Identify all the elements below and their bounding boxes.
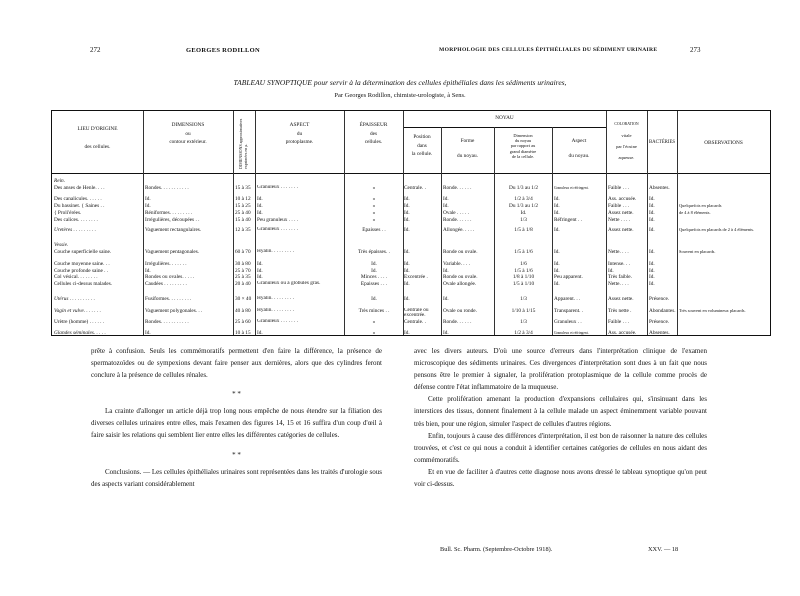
cell-naspect: Granuleux . . [554, 319, 582, 325]
cell-aspect: Id. [257, 330, 263, 337]
cell-naspect: Id. [554, 203, 560, 210]
cell-origin: Couche moyenne saine. . . [54, 260, 110, 267]
paragraph: Et en vue de faciliter à d'autres cette diagnose nous avons dressé le tableau synoptique qu'on peut voir ci-dessus. [414, 467, 707, 489]
cell-micro: 15 à 40 [235, 217, 251, 223]
cell-color: Id. [608, 267, 614, 274]
table-row [52, 274, 770, 281]
cell-micro: 10 à 15 [235, 330, 251, 337]
cell-dim: Rondes ou ovales. . . . . [145, 274, 195, 281]
cell-origin: Couche superficielle saine. [54, 249, 112, 256]
header-ndim-line5: de la cellule. [511, 153, 535, 159]
header-dimensions-line1: DIMENSIONS [171, 122, 205, 128]
cell-epais: » [372, 319, 376, 325]
cell-origin: Cellules ci-dessus malades. [54, 281, 113, 288]
cell-pos: Id. [404, 217, 410, 223]
table-row [52, 196, 770, 203]
table-row [52, 281, 770, 288]
cell-ratio: 1/5 à 1/10 [512, 281, 535, 288]
cell-naspect: Réfringent . . [554, 217, 582, 223]
cell-bact: Id. [649, 281, 655, 288]
cell-forme: Ronde. . . . . . [443, 319, 472, 325]
cell-ratio: 1/10 à 1/15 [511, 307, 536, 314]
header-thickness [344, 121, 403, 147]
cell-epais: Id. [371, 267, 377, 274]
cell-naspect: Id. [554, 210, 560, 217]
paragraph: avec les divers auteurs. D'où une source d'erreurs dans l'interprétation clinique de l'examen microscopique des sédiments urinaires. Ces divergences d'interprétation sont dues à un fait que nous pensons être le premier à signaler, la prolifération protoplasmique de la cellule comme procès de défense contre l'état inflammatoire de la muqueuse. [414, 347, 707, 392]
cell-aspect: Granuleux ou à globules gras. [257, 281, 321, 287]
cell-naspect: Id. [554, 281, 560, 288]
cell-aspect: Granuleux . . . . . . . [257, 319, 298, 324]
group-label: Vessie. [54, 242, 69, 249]
cell-bact: Id. [649, 196, 655, 203]
cell-epais: » [372, 330, 376, 337]
cell-naspect: Id. [554, 227, 560, 234]
header-bacteries: BACTÉRIES [648, 140, 676, 145]
cell-aspect: Id. [257, 203, 263, 210]
article-header: MORPHOLOGIE DES CELLULES ÉPITHÉLIALES DU SÉDIMENT URINAIRE [439, 47, 658, 53]
cell-forme: Ronde ou ovale. [443, 274, 478, 281]
cell-aspect: Granuleux . . . . . . . [257, 227, 298, 233]
cell-bact: Id. [649, 217, 655, 223]
cell-pos: Centrale. . [404, 319, 426, 325]
cell-color: Faible . . . [608, 319, 630, 325]
cell-origin: Du bassinet. { Saines . . [54, 203, 105, 210]
cell-bact: Abondantes. [649, 307, 676, 314]
cell-pos: Id. [404, 196, 410, 203]
cell-color: Assez nette. [608, 210, 634, 217]
table-row [52, 296, 770, 303]
cell-micro: 25 à 60 [235, 319, 251, 325]
page-number-right: 273 [690, 46, 701, 54]
header-thickness-line1: ÉPAISSEUR [359, 122, 388, 128]
cell-color: Faible . . . [608, 184, 630, 191]
cell-forme: Id. [443, 267, 449, 274]
table-byline: Par Georges Rodillon, chimiste-urologiste, à Sens. [334, 92, 466, 99]
cell-dim: Vaguement pentagonales. [145, 249, 200, 256]
cell-origin: Des anses de Henle. . . . [54, 184, 105, 191]
cell-micro: 25 à 70 [235, 267, 251, 274]
cell-dim: Vaguement rectangulaires. [145, 227, 202, 234]
header-position-line2: dans [417, 142, 427, 149]
cell-color: Assez nette. [608, 227, 634, 234]
cell-dim: Irrégulières. . . . . . . [145, 260, 187, 267]
cell-naspect: Id. [554, 260, 560, 267]
header-coloration-line1: COLORATION [614, 122, 639, 126]
cell-forme: Id. [443, 196, 449, 203]
header-ndim-line3: par rapport au [510, 143, 536, 149]
header-noyau-position [403, 133, 441, 159]
header-position-line1: Position [413, 134, 431, 140]
cell-naspect: Granuleux et réfringent. [554, 185, 589, 190]
header-dim-micro: DIMENSIONS approximatives exprimées en μ. [238, 118, 248, 169]
cell-pos: Excentrée . [404, 274, 428, 281]
group-label: Rein. [54, 178, 66, 184]
cell-ratio: 1/3 [520, 319, 527, 325]
table-row [52, 227, 770, 234]
cell-ratio: 1/5 à 1/6 [514, 267, 533, 274]
cell-pos: Centrale. . [404, 184, 426, 191]
cell-color: Faible . . . [608, 203, 630, 210]
table-row [52, 217, 770, 224]
cell-dim: Id. [145, 203, 151, 210]
header-observations: OBSERVATIONS [704, 140, 743, 146]
table-row [52, 319, 770, 326]
table-row [52, 210, 770, 217]
header-naspect-line2: du noyau. [568, 152, 590, 159]
cell-aspect: Granuleux . . . . . . . [257, 184, 298, 190]
cell-origin: Urètre (homme) . . . . . . [54, 319, 105, 325]
cell-dim: Réniformes. . . . . . . . . [145, 210, 193, 217]
cell-aspect: Hyalin. . . . . . . . . [257, 296, 294, 302]
cell-bact: Présence. [649, 319, 670, 325]
cell-obs: Quelquefois en placards de 2 à 4 éléments. [679, 227, 755, 233]
cell-bact: Id. [649, 227, 655, 234]
conclusions-paragraph: Conclusions. — Les cellules épithéliales urinaires sont représentées dans les traités d'urologie sous des aspects variant considérablement [91, 467, 382, 488]
cell-dim: Vaguement polygonales. . . [145, 307, 203, 314]
cell-bact: Présence. [649, 296, 670, 303]
cell-ratio: 1/5 à 1/8 [514, 227, 533, 234]
cell-micro: 30 × 40 [235, 296, 252, 303]
cell-pos: Centrale ou excentrée. [404, 307, 429, 319]
cell-color: Très faible. [608, 274, 632, 281]
cell-dim: Rondes. . . . . . . . . . . [145, 184, 189, 191]
cell-ratio: 1/5 à 1/6 [514, 249, 533, 256]
header-dimensions-line2: ou [185, 130, 191, 137]
cell-ratio: 1/3 [520, 217, 527, 223]
cell-dim: Fusiformes. . . . . . . . . [145, 296, 192, 303]
table-row [52, 330, 770, 337]
cell-bact: Id. [649, 249, 655, 256]
cell-color: Ass. accusée. [608, 196, 637, 203]
paragraph: La crainte d'allonger un article déjà trop long nous empêche de nous étendre sur la filiation des diverses cellules urinaires entre elles, mais l'examen des figures 14, 15 et 16 suffira d'un coup d'œil à faire saisir les relations qui semblent lier entre elles les différentes catégories de cellules. [91, 407, 382, 440]
cell-color: Nette . . . . [608, 217, 631, 223]
header-coloration-line4: aqueuse. [618, 155, 635, 160]
cell-ratio: Id. [520, 210, 527, 217]
table-row [52, 203, 770, 210]
cell-dim: Id. [145, 267, 151, 274]
header-origin-line1: LIEU D'ORIGINE [77, 126, 118, 132]
header-origin-line2: des cellules. [84, 143, 111, 150]
cell-origin: { Proli'érées. [54, 210, 82, 217]
cell-bact: Id. [649, 260, 655, 267]
cell-micro: 60 à 70 [235, 249, 251, 256]
cell-naspect: Id. [554, 249, 560, 256]
synoptic-table [51, 110, 771, 336]
noyau-rule [403, 127, 606, 128]
cell-naspect: Transparent. . [554, 307, 584, 314]
header-aspect-line2: du [296, 130, 303, 137]
cell-pos: Id. [404, 249, 410, 256]
cell-ratio: 1/2 à 3/4 [514, 196, 533, 203]
cell-micro: 10 à 12 [235, 196, 251, 203]
header-rule [52, 173, 770, 174]
cell-origin: Des canalicules. . . . . . [54, 196, 102, 203]
cell-forme: Variable. . . . [443, 260, 470, 267]
table-row [52, 261, 770, 268]
cell-dim: Caudées . . . . . . . . . [145, 281, 187, 288]
cell-origin: Col vésical. . . . . . . . [54, 274, 98, 281]
section-stars: * * [232, 390, 241, 399]
cell-micro: 25 à 35 [235, 274, 251, 281]
cell-epais: » [372, 203, 376, 210]
header-dimensions [143, 121, 233, 147]
table-row [52, 185, 770, 192]
header-naspect-line1: Aspect [571, 138, 587, 144]
cell-naspect: Peu apparent. [554, 274, 583, 281]
cell-forme: Allongée. . . . . [443, 227, 475, 234]
cell-ratio: 1/6 [520, 260, 527, 267]
cell-pos: Id. [404, 296, 410, 303]
cell-epais: Très épaisses. . [358, 249, 390, 256]
cell-naspect: Granuleux et réfringent. [554, 331, 589, 336]
header-aspect-line3: protoplasme. [285, 139, 314, 145]
cell-forme: Ronde. . . . . . [443, 184, 472, 191]
cell-obs: Très souvent en volumineux placards. [679, 307, 746, 313]
cell-dim: Rondes. . . . . . . . . . . [145, 319, 189, 325]
cell-dim: Id. [145, 330, 151, 337]
header-ndim-line1: Dimension [513, 133, 533, 138]
cell-ratio: Du 1/3 au 1/2 [509, 184, 538, 191]
author-header: GEORGES RODILLON [186, 47, 260, 54]
cell-color: Intense. . . [608, 260, 630, 267]
header-aspect-line1: ASPECT [289, 122, 310, 128]
cell-obs: Souvent en placards. [679, 249, 716, 255]
cell-color: Nette. . . . [608, 249, 629, 256]
cell-dim: Id. [145, 196, 151, 203]
cell-epais: » [372, 196, 376, 203]
cell-bact: Id. [649, 267, 655, 274]
header-aspect [255, 121, 344, 147]
paragraph: Cette prolifération amenant la production d'expansions cellulaires qui, s'insinuant dans les interstices des tissus, donnent finalement à la cellule malade un aspect éminemment variable pouvant très bien, pour une région, simuler l'aspect de cellules d'autres régions. [414, 395, 707, 428]
cell-epais: Id. [371, 296, 377, 303]
journal-footer: Bull. Sc. Pharm. (Septembre-Octobre 1918). [440, 546, 553, 553]
cell-obs: Quelquefois en placards [679, 203, 722, 209]
cell-micro: 15 à 35 [235, 184, 251, 191]
cell-color: Nette. . . . [608, 281, 629, 288]
cell-origin: Uretères . . . . . . . . . [54, 227, 96, 234]
cell-epais: Minces . . . . [360, 274, 388, 281]
header-forme-line2: du noyau. [457, 152, 478, 159]
table-row [52, 249, 770, 256]
cell-bact: Id. [649, 203, 655, 210]
cell-pos: Id. [404, 203, 410, 210]
header-coloration [606, 119, 647, 163]
cell-forme: Ovale ou ronde. [443, 307, 477, 314]
table-title: TABLEAU SYNOPTIQUE pour servir à la détermination des cellules épithéliales dans les sédiments urinaires, [233, 78, 567, 87]
cell-micro: 40 à 80 [235, 307, 251, 314]
header-forme-line1: Forme [460, 138, 475, 144]
cell-origin: Vagin et vulve. . . . . . . [54, 307, 101, 314]
cell-pos: Id. [404, 260, 410, 267]
cell-forme: Id. [443, 296, 449, 303]
cell-aspect: Hyalin. . . . . . . . . [257, 307, 294, 313]
cell-forme: Id. [443, 203, 449, 210]
cell-obs: de 4 à 8 éléments. [679, 210, 711, 216]
cell-pos: Id. [404, 210, 410, 217]
cell-micro: 20 à 40 [235, 281, 251, 288]
page-number-left: 272 [90, 46, 101, 54]
header-thickness-line3: cellules. [364, 139, 383, 145]
cell-forme: Ovale . . . . . [443, 210, 469, 217]
left-column [91, 345, 382, 490]
cell-forme: Ronde. . . . . . [443, 217, 472, 223]
cell-epais: » [372, 210, 376, 217]
cell-color: Assez nette. [608, 296, 634, 303]
header-coloration-line3: par l'éosine [616, 144, 637, 149]
cell-naspect: Id. [554, 196, 560, 203]
header-noyau-forme [441, 137, 494, 160]
cell-ratio: Du 1/3 au 1/2 [509, 203, 538, 210]
cell-epais: Épaisses . . [362, 227, 386, 234]
header-ndim-line2: du noyau [514, 138, 532, 144]
paragraph: prête à confusion. Seuls les commémoratifs permettent d'en faire la différence, la présence de spermatozoïdes ou de sympexions devant faire penser aux dernières, alors que des cylindres feront conclure à la présence de cellules rénales. [91, 347, 382, 380]
cell-epais: Id. [371, 260, 377, 267]
header-position-line3: la cellule. [411, 151, 433, 157]
header-thickness-line2: des [369, 130, 378, 137]
cell-pos: Id. [404, 330, 410, 337]
cell-forme: Ronde ou ovale. [443, 249, 478, 256]
cell-micro: 25 à 40 [235, 210, 251, 217]
cell-bact: Absentes. [649, 184, 670, 191]
cell-aspect: Id. [257, 267, 263, 274]
cell-epais: Épaisses . . . [360, 281, 388, 288]
cell-aspect: Id. [257, 210, 263, 217]
header-dimensions-line3: contour extérieur. [169, 139, 207, 145]
cell-epais: » [372, 217, 376, 223]
cell-ratio: 1/3 [520, 296, 527, 303]
header-noyau-aspect [552, 137, 606, 160]
right-column [414, 345, 707, 490]
cell-origin: Glandes séminales. . . . . [54, 330, 106, 337]
header-ndim-line4: grand diamètre [509, 148, 537, 154]
cell-epais: » [372, 184, 376, 191]
cell-bact: Id. [649, 274, 655, 281]
paragraph: Enfin, toujours à cause des différences d'interprétation, il est bon de raisonner la nature des cellules trouvées, et c'est ce qui nous a conduit à identifier certaines catégories de cellules en nous aidant des commémoratifs. [414, 431, 707, 464]
cell-pos: Id. [404, 281, 410, 288]
cell-aspect: Peu granuleux . . . . [257, 217, 299, 223]
table-row [52, 307, 770, 319]
header-coloration-line2: vitale [621, 133, 632, 138]
cell-origin: Couche profonde saine . . [54, 267, 109, 274]
table-row [52, 268, 770, 275]
cell-micro: 12 à 35 [235, 227, 251, 234]
cell-naspect: Apparent. . . [554, 296, 581, 303]
cell-aspect: Id. [257, 274, 263, 281]
cell-pos: Id. [404, 267, 410, 274]
cell-origin: Utérus . . . . . . . . . . [54, 296, 95, 303]
cell-aspect: Id. [257, 260, 263, 267]
cell-origin: Des calices. . . . . . . . [54, 217, 98, 223]
cell-forme: Ovale allongée. [443, 281, 477, 288]
cell-micro: 30 à 80 [235, 260, 251, 267]
header-noyau: NOYAU [495, 115, 514, 121]
header-noyau-dimension [494, 133, 552, 159]
cell-naspect: Id. [554, 267, 560, 274]
cell-forme: Id. [443, 330, 449, 337]
volume-footer: XXV. — 18 [648, 546, 679, 553]
header-origin [52, 125, 143, 151]
cell-bact: Absentes. [649, 330, 670, 337]
cell-ratio: 1/2 à 3/4 [514, 330, 533, 337]
section-stars: * * [232, 450, 241, 459]
cell-ratio: 1/8 à 1/10 [512, 274, 535, 281]
cell-epais: Très minces . . [358, 307, 390, 314]
cell-dim: Irrégulières, découpées . . [145, 217, 200, 223]
cell-pos: Id. [404, 227, 410, 234]
cell-color: Ass. accusée. [608, 330, 637, 337]
cell-micro: 15 à 25 [235, 203, 251, 210]
cell-aspect: Hyalin. . . . . . . . . [257, 249, 294, 255]
cell-bact: Id. [649, 210, 655, 217]
cell-color: Très nette . [608, 307, 632, 314]
cell-aspect: Id. [257, 196, 263, 203]
